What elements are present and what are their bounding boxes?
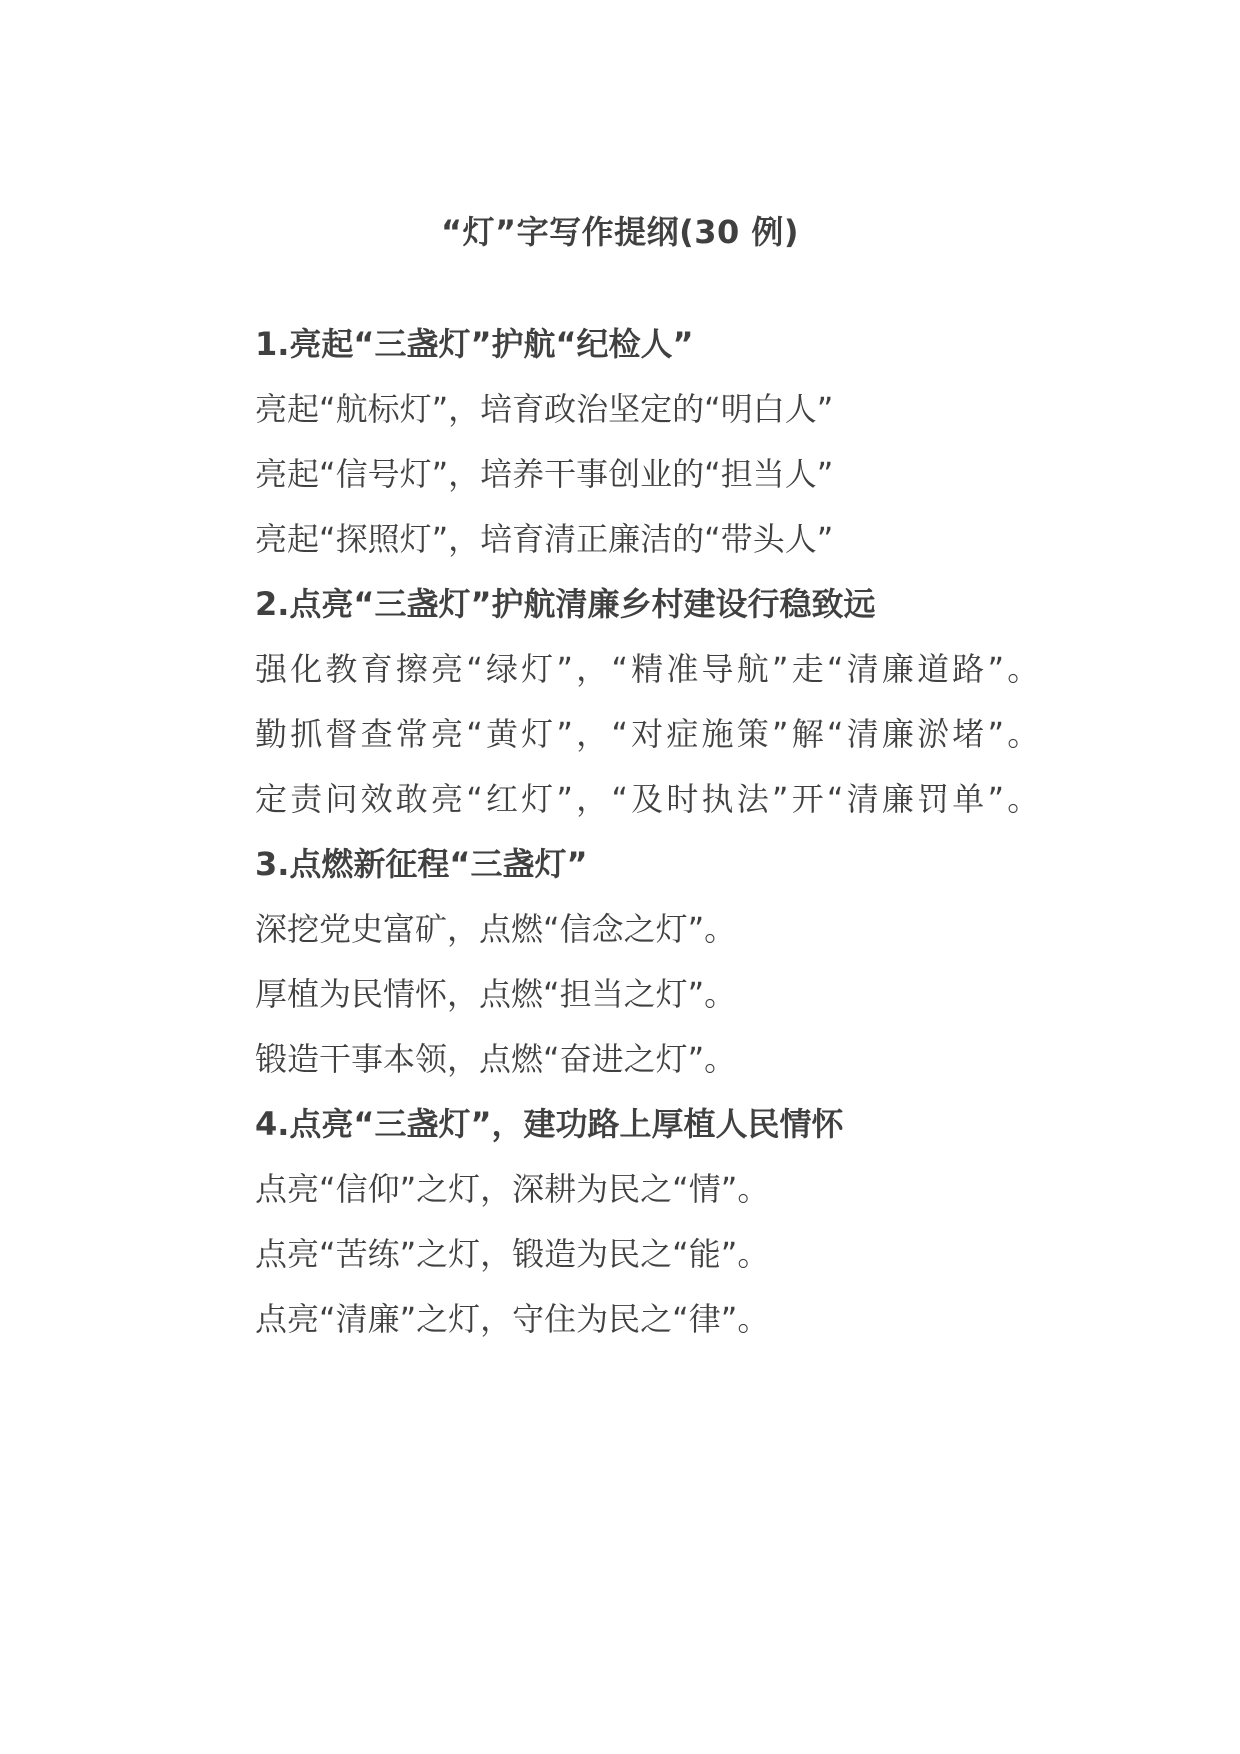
section-heading: 2.点亮“三盏灯”护航清廉乡村建设行稳致远 bbox=[255, 585, 876, 623]
document-title: “灯”字写作提纲(30 例) bbox=[441, 213, 799, 251]
paragraph: 点亮“清廉”之灯，守住为民之“律”。 bbox=[255, 1300, 770, 1338]
section-heading: 4.点亮“三盏灯”，建功路上厚植人民情怀 bbox=[255, 1105, 844, 1143]
paragraph: 深挖党史富矿，点燃“信念之灯”。 bbox=[255, 910, 737, 948]
paragraph: 点亮“苦练”之灯，锻造为民之“能”。 bbox=[255, 1235, 770, 1273]
paragraph: 亮起“探照灯”，培育清正廉洁的“带头人” bbox=[255, 520, 834, 558]
paragraph: 勤抓督查常亮“黄灯”，“对症施策”解“清廉淤堵”。 bbox=[255, 715, 1043, 753]
section-heading: 1.亮起“三盏灯”护航“纪检人” bbox=[255, 325, 694, 363]
document-body bbox=[187, 312, 1052, 1352]
paragraph: 锻造干事本领，点燃“奋进之灯”。 bbox=[255, 1040, 737, 1078]
paragraph: 点亮“信仰”之灯，深耕为民之“情”。 bbox=[255, 1170, 770, 1208]
paragraph: 厚植为民情怀，点燃“担当之灯”。 bbox=[255, 975, 737, 1013]
paragraph: 定责问效敢亮“红灯”，“及时执法”开“清廉罚单”。 bbox=[255, 780, 1043, 818]
paragraph: 强化教育擦亮“绿灯”，“精准导航”走“清廉道路”。 bbox=[255, 650, 1043, 688]
section-heading: 3.点燃新征程“三盏灯” bbox=[255, 845, 588, 883]
paragraph: 亮起“航标灯”，培育政治坚定的“明白人” bbox=[255, 390, 834, 428]
paragraph: 亮起“信号灯”，培养干事创业的“担当人” bbox=[255, 455, 834, 493]
